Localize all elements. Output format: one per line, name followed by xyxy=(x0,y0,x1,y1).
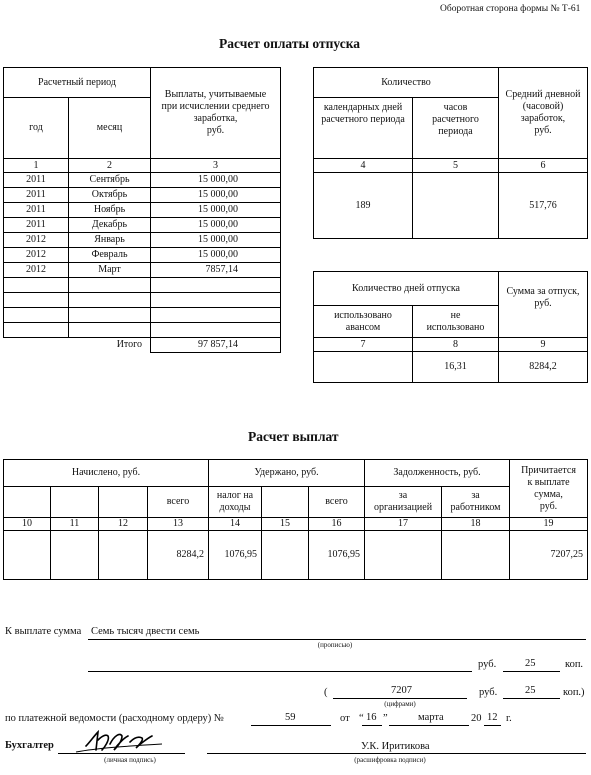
header-year: год xyxy=(4,98,69,159)
col-num: 19 xyxy=(510,518,588,531)
payments-table xyxy=(3,459,588,580)
row-month: Январь xyxy=(69,233,151,248)
row-year: 2012 xyxy=(4,263,69,278)
header-month: месяц xyxy=(69,98,151,159)
day-line xyxy=(362,725,382,726)
header-used-advance: использовано авансом xyxy=(314,306,413,338)
accrued-total-value: 8284,2 xyxy=(148,531,209,580)
col-num: 1 xyxy=(4,159,69,173)
withheld-total-value: 1076,95 xyxy=(309,531,365,580)
row-month: Октябрь xyxy=(69,188,151,203)
col-num: 10 xyxy=(4,518,51,531)
header-vacation-days: Количество дней отпуска xyxy=(314,272,499,306)
row-year: 2011 xyxy=(4,173,69,188)
calendar-days-value: 189 xyxy=(314,173,413,239)
header-debt: Задолженность, руб. xyxy=(365,460,510,487)
col-num: 9 xyxy=(499,338,588,352)
table-row xyxy=(4,173,281,188)
table-row xyxy=(4,218,281,233)
table-row xyxy=(4,188,281,203)
header-accrued-total: всего xyxy=(148,487,209,518)
header-quantity: Количество xyxy=(314,68,499,98)
row-month: Февраль xyxy=(69,248,151,263)
col-num: 8 xyxy=(413,338,499,352)
statement-number: 59 xyxy=(285,712,296,723)
col-num: 18 xyxy=(442,518,510,531)
row-amount: 15 000,00 xyxy=(151,248,281,263)
signature-caption: (личная подпись) xyxy=(104,756,156,764)
header-withheld: Удержано, руб. xyxy=(209,460,365,487)
header-debt-org: за организацией xyxy=(365,487,442,518)
row-year: 2011 xyxy=(4,203,69,218)
table-row xyxy=(4,233,281,248)
header-payments: Выплаты, учитываемые при исчислении среднего заработка, руб. xyxy=(151,68,281,159)
col-num: 2 xyxy=(69,159,151,173)
year-value: 12 xyxy=(487,712,498,723)
digits-line xyxy=(333,698,467,699)
digits-caption: (цифрами) xyxy=(384,700,416,708)
kop-value-2: 25 xyxy=(525,685,536,696)
period-table xyxy=(3,67,281,353)
col-num: 3 xyxy=(151,159,281,173)
form-caption: Оборотная сторона формы № Т-61 xyxy=(440,4,581,14)
statement-line xyxy=(251,725,331,726)
empty-row xyxy=(4,323,281,338)
header-due: Причитается к выплате сумма, руб. xyxy=(510,460,588,518)
pay-amount-words: Семь тысяч двести семь xyxy=(91,626,200,637)
header-vacation-sum: Сумма за отпуск, руб. xyxy=(499,272,588,338)
row-year: 2012 xyxy=(4,233,69,248)
empty-row xyxy=(4,278,281,293)
header-calendar-days: календарных дней расчетного периода xyxy=(314,98,413,159)
quote-open: “ xyxy=(359,713,364,724)
total-value: 97 857,14 xyxy=(151,338,281,353)
header-accrued: Начислено, руб. xyxy=(4,460,209,487)
row-month: Март xyxy=(69,263,151,278)
row-month: Сентябрь xyxy=(69,173,151,188)
value-col-10 xyxy=(4,531,51,580)
col-num: 4 xyxy=(314,159,413,173)
col-num: 7 xyxy=(314,338,413,352)
month-line xyxy=(389,725,469,726)
header-income-tax: налог на доходы xyxy=(209,487,262,518)
row-amount: 15 000,00 xyxy=(151,233,281,248)
row-amount: 15 000,00 xyxy=(151,203,281,218)
signature-line xyxy=(58,753,185,754)
col-num: 5 xyxy=(413,159,499,173)
value-col-11 xyxy=(51,531,99,580)
total-label: Итого xyxy=(4,338,151,353)
quantity-table xyxy=(313,67,588,239)
col-num: 16 xyxy=(309,518,365,531)
row-year: 2012 xyxy=(4,248,69,263)
vacation-sum-value: 8284,2 xyxy=(499,352,588,383)
empty-row xyxy=(4,293,281,308)
col-num: 6 xyxy=(499,159,588,173)
due-value: 7207,25 xyxy=(510,531,588,580)
value-col-18 xyxy=(442,531,510,580)
quote-close: ” xyxy=(383,713,388,724)
table-row xyxy=(4,263,281,278)
row-year: 2011 xyxy=(4,188,69,203)
kop-value: 25 xyxy=(525,658,536,669)
header-avg-earnings: Средний дневной (часовой) заработок, руб. xyxy=(499,68,588,159)
unused-days-value: 16,31 xyxy=(413,352,499,383)
header-unused: не использовано xyxy=(413,306,499,338)
header-withheld-total: всего xyxy=(309,487,365,518)
hours-value xyxy=(413,173,499,239)
year-prefix: 20 xyxy=(471,713,482,724)
value-col-12 xyxy=(99,531,148,580)
statement-label: по платежной ведомости (расходному ордеру) № xyxy=(5,713,224,724)
row-amount: 15 000,00 xyxy=(151,218,281,233)
row-year: 2011 xyxy=(4,218,69,233)
accountant-name: У.К. Иритикова xyxy=(361,741,430,752)
month-value: марта xyxy=(418,712,444,723)
words-line xyxy=(88,639,586,640)
year-suffix: г. xyxy=(506,713,512,724)
empty-row xyxy=(4,308,281,323)
value-col-15 xyxy=(262,531,309,580)
income-tax-value: 1076,95 xyxy=(209,531,262,580)
value-col-17 xyxy=(365,531,442,580)
row-month: Ноябрь xyxy=(69,203,151,218)
kop-label-2: коп.) xyxy=(563,687,585,698)
vacation-calc-title: Расчет оплаты отпуска xyxy=(219,36,361,51)
name-line xyxy=(207,753,586,754)
rub-label-2: руб. xyxy=(479,687,498,698)
name-caption: (расшифровка подписи) xyxy=(354,756,426,764)
header-hours: часов расчетного периода xyxy=(413,98,499,159)
accountant-label: Бухгалтер xyxy=(5,740,54,751)
col-num: 13 xyxy=(148,518,209,531)
col-num: 15 xyxy=(262,518,309,531)
table-row xyxy=(4,248,281,263)
kop-label: коп. xyxy=(565,659,584,670)
open-paren: ( xyxy=(324,687,328,698)
vacation-days-table xyxy=(313,271,588,383)
words-caption: (прописью) xyxy=(317,641,353,649)
table-row xyxy=(4,203,281,218)
from-label: от xyxy=(340,713,350,724)
year-line xyxy=(484,725,501,726)
avg-earnings-value: 517,76 xyxy=(499,173,588,239)
col-num: 12 xyxy=(99,518,148,531)
day-value: 16 xyxy=(366,712,377,723)
kop-line-2 xyxy=(503,698,560,699)
header-debt-employee: за работником xyxy=(442,487,510,518)
col-num: 17 xyxy=(365,518,442,531)
row-amount: 15 000,00 xyxy=(151,188,281,203)
row-amount: 7857,14 xyxy=(151,263,281,278)
digits-value: 7207 xyxy=(391,685,412,696)
payments-calc-title: Расчет выплат xyxy=(248,429,339,444)
col-num: 14 xyxy=(209,518,262,531)
words-line-2 xyxy=(88,671,472,672)
row-month: Декабрь xyxy=(69,218,151,233)
rub-label: руб. xyxy=(478,659,497,670)
pay-amount-label: К выплате сумма xyxy=(5,626,82,637)
kop-line xyxy=(503,671,560,672)
col-num: 11 xyxy=(51,518,99,531)
row-amount: 15 000,00 xyxy=(151,173,281,188)
header-period: Расчетный период xyxy=(4,68,151,98)
used-advance-value xyxy=(314,352,413,383)
